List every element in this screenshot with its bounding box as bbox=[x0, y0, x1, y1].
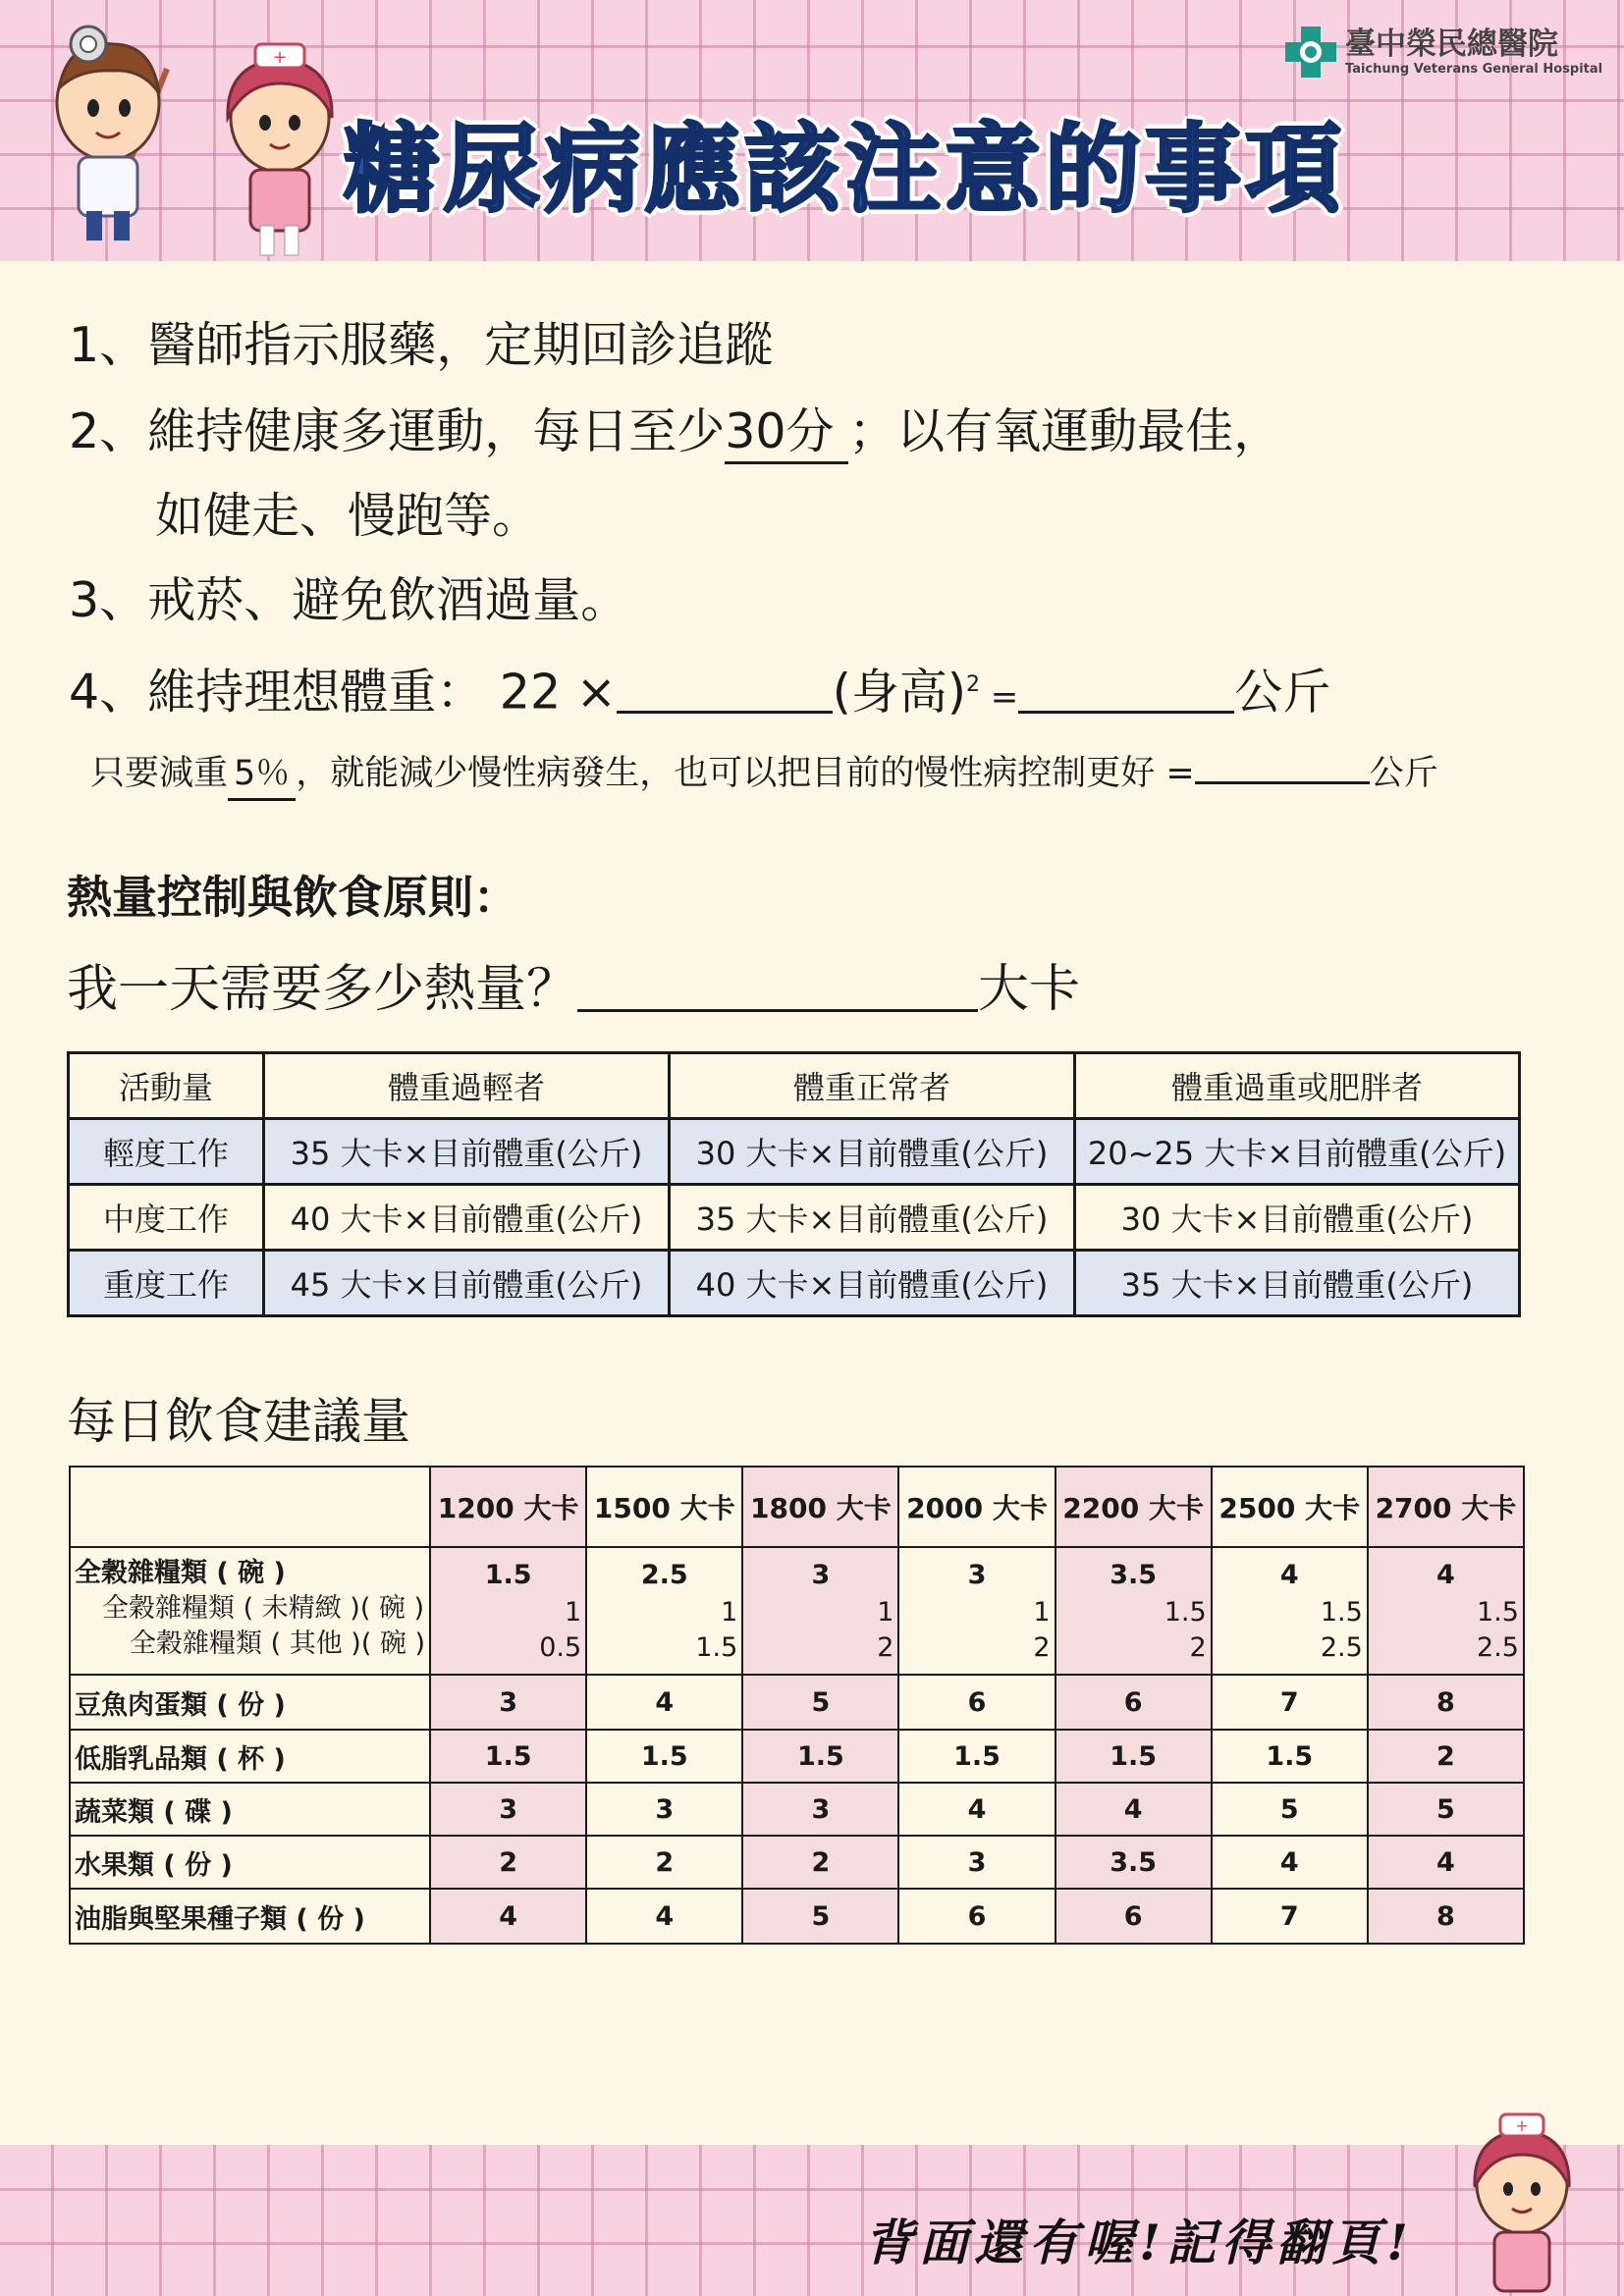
diet-cell: 1.5 bbox=[430, 1730, 586, 1783]
diet-row-label: 低脂乳品類 ( 杯 ) bbox=[70, 1730, 430, 1783]
item-2-number: 2、 bbox=[69, 403, 148, 459]
activity-cell: 30 大卡×目前體重(公斤) bbox=[1075, 1185, 1520, 1251]
grain-unrefined: 1.5 bbox=[1320, 1597, 1363, 1628]
activity-header-cell: 體重正常者 bbox=[670, 1053, 1075, 1119]
diet-cell: 1.5 bbox=[898, 1730, 1055, 1783]
diet-cell: 3.5 bbox=[1056, 1836, 1212, 1889]
item-4-text-b: (身高) bbox=[832, 664, 966, 721]
diet-cell: 7 bbox=[1212, 1889, 1368, 1944]
height-blank[interactable] bbox=[617, 662, 833, 714]
nurse-footer-illustration bbox=[1453, 2101, 1591, 2296]
hospital-name-zh: 臺中榮民總醫院 bbox=[1345, 27, 1558, 62]
item-2-continuation: 如健走、慢跑等。 bbox=[155, 488, 541, 544]
grain-total: 2.5 bbox=[640, 1560, 688, 1590]
activity-cell: 45 大卡×目前體重(公斤) bbox=[264, 1251, 670, 1316]
grain-cell bbox=[586, 1547, 742, 1675]
weight-loss-blank[interactable] bbox=[1195, 746, 1370, 784]
activity-cell: 40 大卡×目前體重(公斤) bbox=[670, 1251, 1075, 1316]
diet-cell: 2 bbox=[1368, 1730, 1524, 1783]
squared-superscript: 2 bbox=[965, 672, 980, 697]
activity-header-cell: 活動量 bbox=[69, 1053, 264, 1119]
diet-cell: 5 bbox=[1212, 1783, 1368, 1836]
svg-text:+: + bbox=[272, 47, 288, 68]
diet-row bbox=[70, 1836, 1524, 1889]
diet-row-label: 豆魚肉蛋類 ( 份 ) bbox=[70, 1675, 430, 1730]
diet-cell: 3 bbox=[586, 1783, 742, 1836]
grain-other: 2 bbox=[877, 1632, 894, 1663]
diet-header-row bbox=[70, 1467, 1524, 1547]
diet-row bbox=[70, 1783, 1524, 1836]
item-2 bbox=[69, 402, 1281, 464]
diet-cell: 8 bbox=[1368, 1675, 1524, 1730]
item-1-number: 1、 bbox=[69, 317, 148, 373]
grain-cell bbox=[1368, 1547, 1524, 1675]
diet-recommendation-table bbox=[69, 1466, 1525, 1945]
grain-other-label: 全穀雜糧類 ( 其他 )( 碗 ) bbox=[130, 1629, 426, 1659]
item-3 bbox=[69, 571, 628, 630]
diet-cell: 6 bbox=[898, 1675, 1055, 1730]
hospital-cross-icon bbox=[1282, 24, 1339, 80]
calorie-question bbox=[67, 954, 1080, 1019]
grain-unrefined: 1 bbox=[1033, 1597, 1051, 1628]
diet-cell: 2 bbox=[586, 1836, 742, 1889]
grain-unrefined: 1.5 bbox=[1164, 1597, 1207, 1628]
diet-cell: 1.5 bbox=[586, 1730, 742, 1783]
grain-other: 2.5 bbox=[1477, 1632, 1519, 1663]
grain-unrefined-label: 全穀雜糧類 ( 未精緻 )( 碗 ) bbox=[102, 1593, 425, 1624]
diet-cell: 7 bbox=[1212, 1675, 1368, 1730]
grain-cell bbox=[430, 1547, 586, 1675]
diet-cell: 4 bbox=[898, 1783, 1055, 1836]
diet-cell: 3 bbox=[430, 1675, 586, 1730]
calorie-column-header: 2700 大卡 bbox=[1368, 1467, 1524, 1547]
diet-cell: 4 bbox=[430, 1889, 586, 1944]
diet-cell: 6 bbox=[898, 1889, 1055, 1944]
activity-cell: 40 大卡×目前體重(公斤) bbox=[264, 1185, 670, 1251]
diet-row-label: 蔬菜類 ( 碟 ) bbox=[70, 1783, 430, 1836]
diet-corner-cell bbox=[70, 1467, 430, 1547]
item-1 bbox=[69, 316, 773, 375]
diet-cell: 4 bbox=[1212, 1836, 1368, 1889]
diet-cell: 3 bbox=[430, 1783, 586, 1836]
activity-header-cell: 體重過重或肥胖者 bbox=[1075, 1053, 1520, 1119]
grain-other: 2.5 bbox=[1320, 1632, 1363, 1663]
calorie-question-text: 我一天需要多少熱量？ bbox=[67, 960, 578, 1019]
activity-cell: 20~25 大卡×目前體重(公斤) bbox=[1075, 1119, 1520, 1185]
item-2-text-b: ；以有氧運動最佳， bbox=[848, 403, 1282, 459]
activity-cell: 30 大卡×目前體重(公斤) bbox=[670, 1119, 1075, 1185]
grain-unrefined: 1 bbox=[877, 1597, 894, 1628]
svg-text:+: + bbox=[1515, 2116, 1529, 2135]
weight-note-b: ，就能減少慢性病發生，也可以把目前的慢性病控制更好 = bbox=[296, 754, 1195, 793]
activity-row bbox=[69, 1119, 1520, 1185]
grain-other: 1.5 bbox=[695, 1632, 738, 1663]
item-4-unit: 公斤 bbox=[1234, 664, 1331, 721]
grain-cell bbox=[1056, 1547, 1212, 1675]
diet-cell: 3 bbox=[742, 1783, 898, 1836]
ideal-weight-blank[interactable] bbox=[1018, 662, 1234, 714]
calorie-column-header: 1500 大卡 bbox=[586, 1467, 742, 1547]
calorie-heading: 熱量控制與飲食原則： bbox=[67, 871, 518, 924]
item-4-equals: = bbox=[979, 677, 1019, 718]
item-3-text: 戒菸、避免飲酒過量。 bbox=[147, 572, 629, 628]
activity-header-cell: 體重過輕者 bbox=[264, 1053, 670, 1119]
diet-cell: 4 bbox=[586, 1675, 742, 1730]
diet-cell: 4 bbox=[586, 1889, 742, 1944]
diet-cell: 8 bbox=[1368, 1889, 1524, 1944]
diet-row bbox=[70, 1889, 1524, 1944]
diet-cell: 6 bbox=[1056, 1675, 1212, 1730]
activity-header-row bbox=[69, 1053, 1520, 1119]
diet-cell: 1.5 bbox=[1212, 1730, 1368, 1783]
item-3-number: 3、 bbox=[69, 572, 148, 628]
item-4-text-a: 維持理想體重： 22 × bbox=[147, 664, 617, 721]
diet-cell: 6 bbox=[1056, 1889, 1212, 1944]
calorie-column-header: 2000 大卡 bbox=[898, 1467, 1055, 1547]
grain-other: 0.5 bbox=[539, 1632, 582, 1663]
diet-cell: 3 bbox=[898, 1836, 1055, 1889]
activity-row bbox=[69, 1185, 1520, 1251]
hospital-logo bbox=[1282, 24, 1602, 80]
calorie-column-header: 2200 大卡 bbox=[1056, 1467, 1212, 1547]
grain-cell bbox=[1212, 1547, 1368, 1675]
hospital-name-en: Taichung Veterans General Hospital bbox=[1345, 62, 1603, 77]
diet-row bbox=[70, 1730, 1524, 1783]
diet-cell: 4 bbox=[1056, 1783, 1212, 1836]
calorie-column-header: 2500 大卡 bbox=[1212, 1467, 1368, 1547]
nurse-illustration bbox=[206, 25, 353, 260]
grain-label: 全穀雜糧類 ( 碗 ) bbox=[75, 1558, 286, 1588]
grain-total: 3 bbox=[811, 1560, 831, 1590]
calorie-column-header: 1800 大卡 bbox=[742, 1467, 898, 1547]
exercise-minutes: 30分 bbox=[725, 402, 848, 464]
doctor-illustration bbox=[29, 10, 216, 255]
turn-page-reminder: 背面還有喔!記得翻頁! bbox=[864, 2214, 1414, 2271]
grain-unrefined: 1 bbox=[721, 1597, 738, 1628]
weight-note-a: 只要減重 bbox=[90, 754, 229, 793]
grain-other: 2 bbox=[1033, 1632, 1051, 1663]
diet-cell: 2 bbox=[430, 1836, 586, 1889]
daily-calorie-blank[interactable] bbox=[577, 954, 978, 1012]
activity-label: 中度工作 bbox=[69, 1185, 264, 1251]
grain-total: 1.5 bbox=[484, 1560, 532, 1590]
activity-label: 重度工作 bbox=[69, 1251, 264, 1316]
grain-cell bbox=[742, 1547, 898, 1675]
diet-cell: 5 bbox=[1368, 1783, 1524, 1836]
item-4 bbox=[69, 656, 1330, 726]
item-4-number: 4、 bbox=[69, 664, 148, 721]
activity-cell: 35 大卡×目前體重(公斤) bbox=[1075, 1251, 1520, 1316]
item-2-text-a: 維持健康多運動，每日至少 bbox=[147, 403, 726, 459]
grain-label-cell bbox=[70, 1547, 430, 1675]
activity-row bbox=[69, 1251, 1520, 1316]
grain-total: 3 bbox=[967, 1560, 987, 1590]
weight-loss-note bbox=[90, 746, 1438, 801]
diet-cell: 5 bbox=[742, 1675, 898, 1730]
diet-row-label: 油脂與堅果種子類 ( 份 ) bbox=[70, 1889, 430, 1944]
diet-cell: 2 bbox=[742, 1836, 898, 1889]
diet-cell: 4 bbox=[1368, 1836, 1524, 1889]
diet-row-label: 水果類 ( 份 ) bbox=[70, 1836, 430, 1889]
weight-note-percent: 5％ bbox=[228, 749, 296, 801]
page-title: 糖尿病應該注意的事項 bbox=[344, 114, 1346, 226]
activity-label: 輕度工作 bbox=[69, 1119, 264, 1185]
calorie-column-header: 1200 大卡 bbox=[430, 1467, 586, 1547]
grain-unrefined: 1 bbox=[565, 1597, 582, 1628]
diet-row bbox=[70, 1675, 1524, 1730]
activity-cell: 35 大卡×目前體重(公斤) bbox=[670, 1185, 1075, 1251]
diet-heading: 每日飲食建議量 bbox=[67, 1393, 410, 1450]
weight-note-unit: 公斤 bbox=[1369, 754, 1438, 793]
item-1-text: 醫師指示服藥，定期回診追蹤 bbox=[147, 317, 774, 373]
activity-calorie-table bbox=[67, 1051, 1521, 1317]
grain-other: 2 bbox=[1189, 1632, 1207, 1663]
grain-total: 4 bbox=[1436, 1560, 1455, 1590]
grain-unrefined: 1.5 bbox=[1477, 1597, 1519, 1628]
diet-cell: 1.5 bbox=[1056, 1730, 1212, 1783]
grain-total: 4 bbox=[1279, 1560, 1299, 1590]
diet-cell: 1.5 bbox=[742, 1730, 898, 1783]
grain-total: 3.5 bbox=[1110, 1560, 1158, 1590]
diet-cell: 5 bbox=[742, 1889, 898, 1944]
activity-cell: 35 大卡×目前體重(公斤) bbox=[264, 1119, 670, 1185]
calorie-question-unit: 大卡 bbox=[978, 960, 1081, 1019]
grain-cell bbox=[898, 1547, 1055, 1675]
grain-row bbox=[70, 1547, 1524, 1675]
